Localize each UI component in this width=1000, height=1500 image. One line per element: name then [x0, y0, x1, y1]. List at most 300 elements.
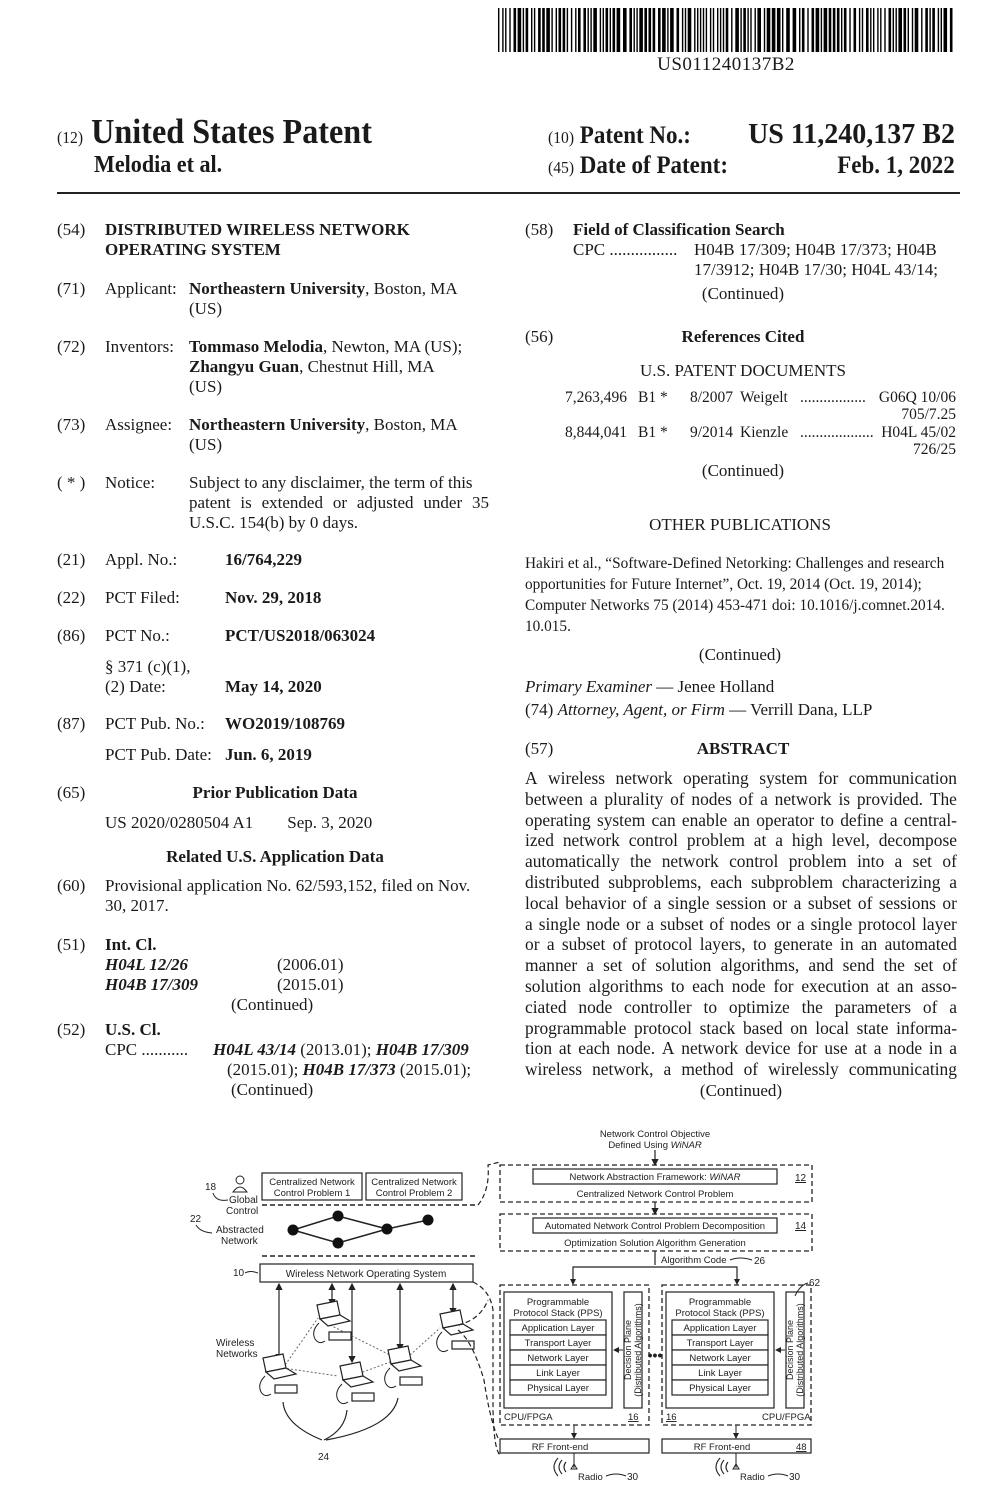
field-assignee: [57, 415, 497, 455]
barcode-bar: [884, 8, 885, 52]
pps-title: Programmable: [526, 1297, 590, 1308]
abstract-word: subset: [660, 913, 704, 934]
protocol-layer-label: Link Layer: [536, 1368, 580, 1379]
abstract-word: a: [586, 955, 595, 976]
protocol-layer-label: Physical Layer: [527, 1383, 589, 1394]
patent-number: US 11,240,137 B2: [748, 119, 955, 150]
continued-note: (Continued): [231, 1080, 314, 1099]
attorney-name: Verrill Dana, LLP: [750, 700, 873, 719]
abstract-word: control: [628, 830, 679, 851]
related-line: 30, 2017.: [105, 896, 169, 915]
barcode-bar: [866, 8, 869, 52]
barcode-bar: [750, 8, 751, 52]
patent-number-code: (10): [548, 128, 575, 147]
continued-note: (Continued): [698, 645, 782, 664]
ref-label-62: 62: [809, 1278, 821, 1289]
barcode-bar: [908, 8, 909, 52]
ref-label-22: 22: [190, 1214, 202, 1225]
barcode-bar: [893, 8, 894, 52]
abstract-word: device: [745, 1038, 791, 1059]
abstract-word: a: [653, 892, 662, 913]
barcode-bar: [921, 8, 922, 52]
notice-line: U.S.C. 154(b) by 0 days.: [189, 513, 359, 532]
abstract-word: method: [681, 1059, 734, 1080]
barcode-bar: [896, 8, 897, 52]
barcode-bar: [629, 8, 632, 52]
field-attorney: [525, 700, 960, 720]
section-heading: Int. Cl.: [105, 935, 157, 954]
examiner-name: Jenee Holland: [677, 677, 775, 696]
barcode-bar: [551, 8, 552, 52]
barcode-bar: [802, 8, 805, 52]
inventor-name: Tommaso Melodia: [189, 337, 323, 356]
barcode-bar: [880, 8, 881, 52]
barcode-bar: [610, 8, 611, 52]
abstract-line: [525, 830, 957, 851]
barcode-bar: [667, 8, 668, 52]
patent-date-code: (45): [548, 158, 575, 177]
inventor-name: Zhangyu Guan: [189, 357, 300, 376]
abstract-word: a: [949, 996, 957, 1017]
naf-text: Network Abstraction Framework:: [569, 1172, 710, 1183]
network-node: [382, 1224, 393, 1235]
header-divider: [57, 192, 960, 194]
document-type-heading: [57, 112, 372, 152]
barcode-bar: [717, 8, 718, 52]
node-stacks: [500, 1285, 811, 1483]
abstract-word: each: [710, 871, 743, 892]
abstract-word: each: [692, 975, 725, 996]
appl-no-value: 16/764,229: [225, 550, 302, 569]
abstract-word: system: [759, 768, 808, 788]
laptop-icon: [314, 1301, 351, 1343]
field-inventors: [57, 337, 497, 397]
abstract-word: an: [860, 934, 878, 955]
field-title: [57, 220, 487, 260]
barcode-bar: [523, 8, 524, 52]
field-other-publications: [525, 515, 960, 665]
abstract-word: of: [738, 788, 754, 809]
abstract-word: wireless: [548, 768, 606, 788]
title-line: OPERATING SYSTEM: [105, 240, 281, 259]
abstract-word: a: [760, 788, 768, 809]
field-code: (74): [525, 700, 554, 719]
network-node: [333, 1211, 344, 1222]
field-code: (73): [57, 415, 86, 434]
abstract-word: wireless: [525, 1059, 582, 1080]
abstract-word: of: [670, 788, 685, 809]
field-classification-search: [525, 220, 960, 304]
abstract-word: a: [589, 788, 598, 809]
barcode-bar: [807, 8, 808, 52]
leader-line: [196, 1225, 212, 1233]
barcode-bar: [662, 8, 666, 52]
attorney-label: Attorney, Agent, or Firm: [557, 700, 725, 719]
field-label: § 371 (c)(1),: [105, 657, 191, 676]
abstract-word: at: [854, 1038, 867, 1059]
abstract-word: network,: [592, 1059, 654, 1080]
abstract-line: [525, 789, 957, 810]
barcode-bar: [767, 8, 771, 52]
abstract-word: automatically: [525, 851, 620, 872]
assignee-name: Northeastern University: [189, 415, 366, 434]
barcode-bar: [731, 8, 732, 52]
barcode-bar: [606, 8, 609, 52]
barcode-bar: [518, 8, 522, 52]
abstract-word: network: [562, 830, 620, 851]
barcode-bar: [929, 8, 930, 52]
abstract-word: of: [857, 892, 873, 913]
abstract-word: of: [631, 955, 647, 976]
cnp1-text: Control Problem 1: [273, 1188, 351, 1199]
abstract-word: network: [615, 768, 673, 788]
ref-label-30: 30: [627, 1472, 639, 1483]
inventor-country: (US): [189, 377, 223, 396]
global-label: Global: [229, 1195, 258, 1206]
field-label: Inventors:: [105, 337, 174, 356]
abstract-line: [525, 997, 957, 1018]
abstract-word: A: [661, 1038, 675, 1059]
wnos-links: [279, 1284, 453, 1362]
barcode-bar: [639, 8, 643, 52]
subsection-heading: U.S. PATENT DOCUMENTS: [640, 361, 846, 380]
abstract-word: to: [670, 975, 685, 996]
cpu-fpga-label: CPU/FPGA: [762, 1412, 811, 1423]
abstract-word: subset: [807, 892, 852, 913]
abstract-line: [525, 955, 957, 976]
publication-line: Hakiri et al., “Software-Defined Netorking: Challenges and research: [525, 555, 945, 572]
field-code: ( * ): [57, 473, 86, 492]
barcode-bar: [649, 8, 652, 52]
abstract-word: informa-: [896, 1017, 957, 1038]
barcode-bar: [514, 8, 517, 52]
abstract-word: between: [525, 788, 583, 809]
section-heading: Prior Publication Data: [192, 783, 358, 802]
cncp-label: Centralized Network Control Problem: [576, 1189, 734, 1200]
protocol-layer-label: Transport Layer: [524, 1338, 592, 1349]
control-label: Control: [226, 1206, 259, 1217]
barcode-bar: [873, 8, 874, 52]
abstract-word: plurality: [604, 788, 664, 809]
abstract-word: network: [774, 788, 832, 809]
abstract-word: protocol: [634, 1017, 692, 1038]
barcode-bar: [829, 8, 832, 52]
barcode-bar: [833, 8, 836, 52]
naf-label: [570, 1172, 741, 1183]
applicant-country: (US): [189, 299, 223, 318]
barcode-bar: [925, 8, 928, 52]
laptop-icon: [260, 1354, 297, 1396]
ref-class: G06Q 10/06: [878, 389, 956, 406]
abstract-word: set: [603, 955, 623, 976]
barcode-bar: [685, 8, 686, 52]
ancpd-label: Automated Network Control Problem Decomposition: [544, 1221, 766, 1232]
abstract-word: a: [949, 871, 957, 892]
abstract-word: The: [929, 788, 957, 809]
abstract-word: stack: [699, 1017, 736, 1038]
abstract-word: session: [715, 892, 767, 913]
abstract-word: set: [912, 851, 932, 872]
abstract-word: node: [586, 913, 620, 934]
continued-note: (Continued): [701, 284, 785, 303]
cpc-class: H04B 17/309: [375, 1040, 469, 1059]
leader-line: [606, 1474, 626, 1476]
barcode-bar: [862, 8, 863, 52]
protocol-layer-label: Application Layer: [683, 1323, 757, 1334]
dash: —: [652, 677, 678, 696]
barcode-bar: [502, 8, 503, 52]
ref-leader: ...................: [800, 424, 874, 441]
abstract-word: the: [801, 996, 823, 1017]
abstract-word: a: [793, 892, 802, 913]
network-label: Network: [221, 1236, 258, 1247]
abstract-word: set: [914, 955, 934, 976]
rf-frontend-label: RF Front-end: [693, 1442, 751, 1453]
field-code: (86): [57, 626, 86, 645]
reference-row: [525, 389, 960, 424]
field-label: PCT Pub. No.:: [105, 714, 205, 733]
abstract-word: to: [820, 809, 834, 830]
abstract-word: communication: [848, 768, 957, 788]
wireless-label: Wireless: [216, 1338, 255, 1349]
abstract-word: or: [625, 913, 641, 934]
barcode-bar: [904, 8, 907, 52]
continued-note: (Continued): [231, 995, 314, 1014]
abstract-word: controller: [624, 996, 692, 1017]
field-code: (57): [525, 739, 554, 758]
objective-label: [608, 1140, 702, 1151]
abstract-word: node: [578, 996, 613, 1017]
barcode-bar: [898, 8, 902, 52]
leader-line: [768, 1474, 788, 1476]
barcode-bar: [889, 8, 892, 52]
ref-class2: 726/25: [912, 441, 956, 458]
abstract-word: of: [942, 955, 957, 976]
barcode-bar: [603, 8, 604, 52]
protocol-layer-label: Link Layer: [698, 1368, 742, 1379]
abstract-word: algorithms,: [720, 955, 800, 976]
abstract-word: for: [797, 1038, 818, 1059]
abstract-word: system: [596, 809, 646, 830]
abstract-word: a: [889, 809, 898, 830]
abstract-line: [525, 976, 957, 997]
field-code: (21): [57, 550, 86, 569]
abstract-word: ciated: [525, 996, 567, 1017]
abstract-word: protocol: [634, 934, 693, 955]
barcode-bar: [538, 8, 541, 52]
pct-pub-date-value: Jun. 6, 2019: [225, 745, 312, 764]
barcode-bar: [837, 8, 840, 52]
pps-title: Programmable: [688, 1297, 752, 1308]
abstract-word: is: [838, 788, 851, 809]
ellipsis: •••: [647, 1347, 663, 1363]
ref-label-16: 16: [666, 1412, 677, 1423]
abstract-word: of: [709, 913, 725, 934]
abstract-word: at: [876, 975, 890, 996]
abstract-word: a: [949, 1038, 957, 1059]
barcode-bar: [556, 8, 557, 52]
barcode-bar: [636, 8, 637, 52]
abstract-word: or: [942, 892, 957, 913]
abstract-word: a: [775, 830, 783, 851]
barcode-bar: [571, 8, 572, 52]
barcode-bar: [859, 8, 860, 52]
abstract-word: operating: [525, 809, 591, 830]
abstract-word: layer: [922, 913, 957, 934]
abstracted-network: [190, 1211, 478, 1257]
abstract-word: or: [525, 934, 540, 955]
barcode-bar: [658, 8, 661, 52]
barcode-bar: [542, 8, 545, 52]
field-us-cl: [57, 1020, 497, 1100]
cpc-line: 17/3912; H04B 17/30; H04L 43/14;: [694, 260, 938, 279]
ref-label-26: 26: [754, 1256, 766, 1267]
abstract-body: [525, 768, 957, 1080]
abstract-word: a: [546, 934, 555, 955]
notice-line: patent is extended or adjusted under 35: [189, 493, 489, 512]
protocol-layer-label: Physical Layer: [689, 1383, 751, 1394]
decision-plane-label: Decision Plane: [785, 1319, 795, 1381]
continued-note: (Continued): [699, 1080, 783, 1100]
abstract-word: asso-: [921, 975, 957, 996]
barcode-bar: [505, 8, 506, 52]
protocol-layer-label: Network Layer: [527, 1353, 589, 1364]
abstract-word: problem: [788, 851, 847, 872]
barcode-bar: [531, 8, 532, 52]
field-code: (71): [57, 279, 86, 298]
leader-line: [213, 1193, 228, 1200]
abstract-word: problem: [686, 830, 745, 851]
continued-note: (Continued): [701, 461, 785, 480]
abstract-line: [525, 768, 957, 789]
osag-label: Optimization Solution Algorithm Generation: [564, 1238, 746, 1249]
applicant-location: , Boston, MA: [365, 279, 458, 298]
int-cl-version: (2006.01): [277, 955, 344, 974]
field-code: (56): [525, 327, 554, 346]
abstract-word: wirelessly: [768, 1059, 839, 1080]
section-heading: Field of Classification Search: [573, 220, 785, 239]
abstract-word: subset: [561, 934, 606, 955]
barcode-bar: [670, 8, 674, 52]
barcode-bar: [563, 8, 566, 52]
barcode-bar: [600, 8, 601, 52]
barcode-bar: [688, 8, 692, 52]
barcode-bar: [653, 8, 656, 52]
assignee-location: , Boston, MA: [365, 415, 458, 434]
prior-pub-date: Sep. 3, 2020: [287, 813, 373, 832]
ref-number: 8,844,041: [565, 424, 627, 441]
abstract-word: an: [733, 809, 750, 830]
network-edge: [293, 1216, 428, 1230]
objective-label: Network Control Objective: [599, 1129, 711, 1140]
decision-plane-label: (Distributed Algorithms): [633, 1303, 643, 1397]
barcode-bar: [546, 8, 550, 52]
abstract-word: network: [661, 851, 719, 872]
barcode-bar: [786, 8, 790, 52]
laptop-icon: [337, 1362, 374, 1404]
abstract-word: define: [840, 809, 884, 830]
ref-date: 8/2007: [690, 389, 734, 406]
leader-line: [245, 1272, 258, 1274]
protocol-layer-label: Network Layer: [689, 1353, 751, 1364]
publication-line: opportunities for Future Internet”, Oct. 19, 2014 (Oct. 19, 2014);: [525, 576, 922, 593]
wireless-devices: [260, 1301, 474, 1404]
field-code: (65): [57, 783, 86, 802]
networks-label: Networks: [216, 1349, 258, 1360]
applicant-name: Northeastern University: [189, 279, 366, 298]
abstract-word: an: [896, 975, 914, 996]
field-label: PCT No.:: [105, 626, 170, 645]
abstract-word: generate: [773, 934, 833, 955]
abstract-word: protocol: [858, 913, 917, 934]
cpu-fpga-label: CPU/FPGA: [504, 1412, 553, 1423]
pct-no-value: PCT/US2018/063024: [225, 626, 376, 645]
barcode-bar: [588, 8, 589, 52]
abstract-line: [525, 810, 957, 831]
barcode-bar: [735, 8, 739, 52]
abstract-word: at: [558, 1038, 572, 1059]
reference-row: [525, 424, 960, 459]
barcode-bar: [944, 8, 948, 52]
cpc-class: H04L 43/14: [213, 1040, 296, 1059]
ref-label-14: 14: [795, 1221, 807, 1232]
abstract-word: solution: [525, 975, 582, 996]
barcode-bar: [578, 8, 581, 52]
cpc-label: CPC ...........: [105, 1040, 189, 1059]
abstract-word: local: [815, 1017, 850, 1038]
abstract-word: programmable: [525, 1017, 627, 1038]
laptop-icon: [437, 1310, 474, 1352]
abstract-heading: ABSTRACT: [696, 739, 790, 758]
barcode-bar: [870, 8, 871, 52]
wnos-label: Wireless Network Operating System: [285, 1269, 447, 1280]
field-label: Assignee:: [105, 415, 173, 434]
field-371: [57, 657, 497, 697]
node-link-curves: [458, 1162, 500, 1455]
ref-kind: B1 *: [638, 389, 668, 406]
abstract-word: based: [742, 1017, 783, 1038]
barcode-bar: [677, 8, 680, 52]
field-code: (54): [57, 220, 86, 239]
barcode-bar: [706, 8, 707, 52]
abstract-word: to: [703, 996, 718, 1017]
device-brace: [283, 1398, 398, 1440]
field-label: Applicant:: [105, 279, 177, 298]
section-heading: Related U.S. Application Data: [166, 847, 384, 866]
abstract-word: for: [817, 768, 839, 788]
barcode-bar: [782, 8, 783, 52]
abstract-word: a: [796, 913, 805, 934]
dash: —: [724, 700, 751, 719]
abstract-word: nodes: [729, 913, 771, 934]
ref-label-30: 30: [789, 1472, 801, 1483]
abstracted-label: Abstracted: [216, 1225, 264, 1236]
abstract-word: single: [667, 892, 710, 913]
network-node: [423, 1215, 434, 1226]
abstract-word: can: [651, 809, 676, 830]
abstract-word: automated: [884, 934, 957, 955]
field-code: (87): [57, 714, 86, 733]
user-icon: [233, 1176, 247, 1192]
abstract-word: single: [810, 913, 853, 934]
abstract-word: solution: [655, 955, 712, 976]
assignee-country: (US): [189, 435, 223, 454]
cpc-version: (2015.01);: [395, 1060, 472, 1079]
field-code: (22): [57, 588, 86, 607]
abstract-word: the: [630, 851, 652, 872]
cpc-version: (2013.01);: [295, 1040, 376, 1059]
patent-date-label-text: Date of Patent:: [579, 152, 728, 179]
